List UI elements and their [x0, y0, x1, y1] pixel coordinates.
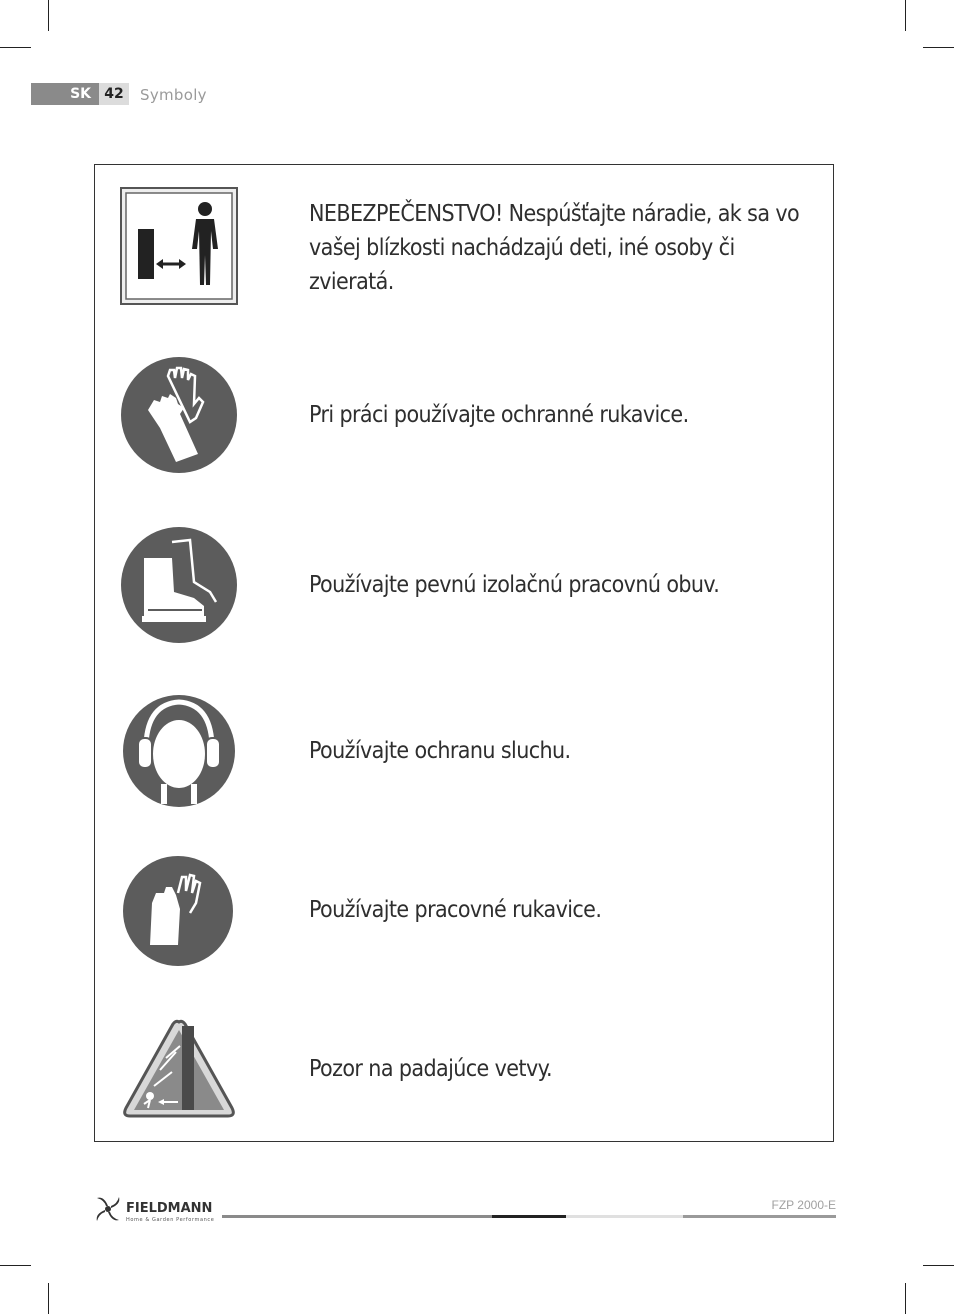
symbol-text: Pozor na padajúce vetvy.: [309, 1056, 552, 1082]
brand-logo: [94, 1194, 218, 1224]
ear-protection-icon: [120, 692, 238, 810]
crop-mark: [0, 47, 31, 48]
crop-mark: [48, 0, 49, 31]
symbol-text: Pri práci používajte ochranné rukavice.: [309, 402, 689, 428]
footer-bar: [683, 1215, 836, 1218]
brand-tagline: Home & Garden Performance: [126, 1217, 215, 1223]
language-tag: SK: [31, 83, 99, 105]
work-gloves-icon: [120, 853, 238, 971]
falling-branches-icon: [120, 1016, 238, 1134]
symbol-text: Používajte pracovné rukavice.: [309, 897, 602, 923]
symbols-table: [94, 164, 834, 1142]
crop-mark: [923, 47, 954, 48]
keep-distance-icon: [120, 187, 238, 305]
safety-boots-icon: [120, 526, 238, 644]
footer-bar: [222, 1215, 492, 1218]
crop-mark: [48, 1283, 49, 1314]
protective-gloves-icon: [120, 356, 238, 474]
section-title: Symboly: [140, 86, 207, 104]
crop-mark: [905, 0, 906, 31]
symbol-text: NEBEZPEČENSTVO! Nespúšťajte náradie, ak sa vo vašej blízkosti nachádzajú deti, iné osoby či zvieratá.: [309, 201, 800, 295]
footer-bar: [566, 1215, 683, 1218]
page-number: 42: [99, 83, 129, 105]
symbol-text: Používajte pevnú izolačnú pracovnú obuv.: [309, 572, 720, 598]
crop-mark: [905, 1283, 906, 1314]
crop-mark: [0, 1265, 31, 1266]
brand-name: FIELDMANN: [126, 1201, 213, 1216]
crop-mark: [923, 1265, 954, 1266]
model-number: FZP 2000-E: [771, 1198, 836, 1212]
symbol-text: Používajte ochranu sluchu.: [309, 738, 571, 764]
footer-bar: [492, 1215, 566, 1218]
